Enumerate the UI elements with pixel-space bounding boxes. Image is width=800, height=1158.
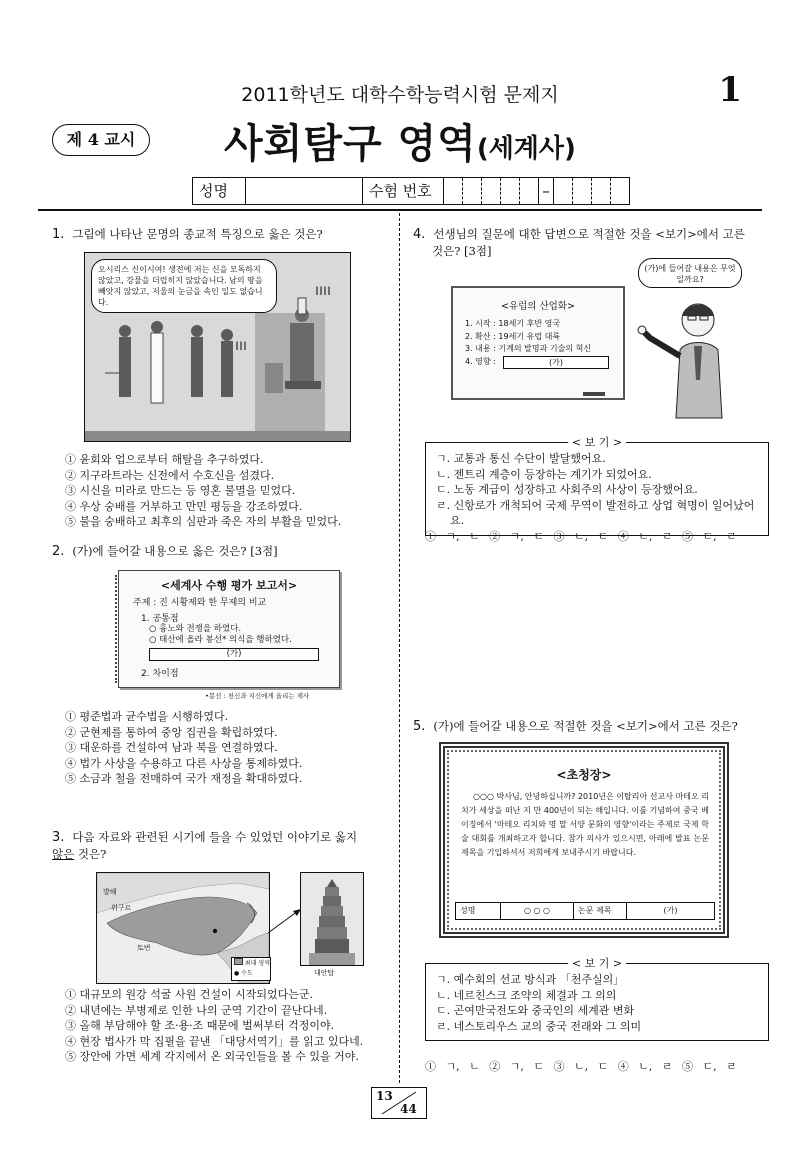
invitation-form <box>455 902 715 920</box>
option-5[interactable]: ⑤ 불을 숭배하고 최후의 심판과 죽은 자의 부활을 믿었다. <box>65 515 342 528</box>
board-item: 3. 내용 : 기계의 발명과 기술의 혁신 <box>465 344 592 353</box>
map-label-balhae: 발해 <box>103 888 117 896</box>
question-text: (가)에 들어갈 내용으로 적절한 것을 <보기>에서 고른 것은? <box>433 719 738 733</box>
q3-options <box>65 987 395 1065</box>
pagoda-caption: 대안탑 <box>314 969 335 977</box>
question-2 <box>52 543 392 560</box>
exam-number-dash: – <box>539 178 554 204</box>
pagoda-photo <box>300 872 364 966</box>
question-text: (가)에 들어갈 내용으로 옳은 것은? [3점] <box>72 544 278 558</box>
name-label: 성명 <box>193 178 246 204</box>
report-topic: 주제 : 진 시황제와 한 무제의 비교 <box>133 598 267 608</box>
egypt-illustration <box>84 252 351 442</box>
board-item: 4. 영향 : <box>465 356 496 366</box>
footer-page: 13 <box>376 1089 393 1103</box>
page-number: 1 <box>718 70 742 110</box>
exam-digit-box[interactable] <box>554 178 573 204</box>
exam-title: 2011학년도 대학수학능력시험 문제지 <box>241 84 559 106</box>
board-item: 2. 확산 : 19세기 유럽 대륙 <box>465 331 561 341</box>
bogi-item: ㄱ. 예수회의 선교 방식과 「천주실의」 <box>436 973 625 986</box>
tang-map <box>96 872 270 984</box>
question-text-underlined: 않은 <box>52 847 75 861</box>
question-text: 그림에 나타난 문명의 종교적 특징으로 옳은 것은? <box>72 227 323 241</box>
column-divider <box>399 213 400 1083</box>
bogi-item: ㄹ. 네스토리우스 교의 중국 전래와 그 의미 <box>436 1019 642 1033</box>
option-2[interactable]: ② 내년에는 부병제로 인한 나의 군역 기간이 끝난다네. <box>65 1003 328 1017</box>
teacher-icon <box>628 290 758 420</box>
option-5[interactable]: ⑤ 소금과 철을 전매하여 국가 재정을 확대하였다. <box>65 772 303 785</box>
map-legend <box>231 957 271 981</box>
board-title: <유럽의 산업화> <box>500 301 575 312</box>
student-info <box>192 177 630 205</box>
question-text-line1: 다음 자료와 관련된 시기에 들을 수 있었던 이야기로 옳지 <box>72 830 358 844</box>
subject-sub: (세계사) <box>476 134 576 164</box>
invitation-title: <초청장> <box>556 768 612 782</box>
form-name-value[interactable]: ○ ○ ○ <box>501 903 574 919</box>
exam-digit-box[interactable] <box>520 178 539 204</box>
option-4[interactable]: ④ 법가 사상을 수용하고 다른 사상을 통제하였다. <box>65 756 303 770</box>
chalk-tray <box>583 392 605 396</box>
question-3 <box>52 829 392 863</box>
exam-digit-box[interactable] <box>501 178 520 204</box>
svg-text:‖‖‖: ‖‖‖ <box>235 341 247 350</box>
common-heading: 1. 공통점 <box>141 614 179 624</box>
question-text-rest: 것은? <box>74 847 107 861</box>
exam-digit-box[interactable] <box>592 178 611 204</box>
blank-ga: (가) <box>149 648 319 661</box>
dayan-pagoda-icon <box>301 873 363 965</box>
option-3[interactable]: ③ 올해 부담해야 할 조·용·조 때문에 벌써부터 걱정이야. <box>65 1019 335 1032</box>
question-5 <box>413 718 763 735</box>
option-5[interactable]: ⑤ 장안에 가면 세계 각지에서 온 외국인들을 볼 수 있을 거야. <box>65 1050 359 1063</box>
header-rule <box>38 209 762 211</box>
invitation-card <box>439 742 729 938</box>
board-item: 1. 시작 : 18세기 후반 영국 <box>465 319 561 328</box>
question-number: 5. <box>413 719 426 734</box>
footnote: •봉선 : 천신과 지신에게 올리는 제사 <box>205 692 310 700</box>
teacher-speech-bubble: (가)에 들어갈 내용은 무엇일까요? <box>638 258 742 288</box>
option-4[interactable]: ④ 현장 법사가 막 집필을 끝낸 「대당서역기」를 읽고 있다네. <box>65 1034 364 1048</box>
invitation-body: ○○○ 박사님, 안녕하십니까? 2010년은 이탈리아 선교사 마테오 리치가 세상을 떠난 지 만 400년이 되는 해입니다. 이를 기념하여 중국 베이징에서 '마테오 리치와 명 말 서양 문화의 영향'이라는 주제로 국제 학술 대회를 개최하고자 합니다. 참가 의사가 있으시면, 아래에 발표 논문 제목을 기입하셔서 저희에게 보내주시기 바랍니다. <box>461 792 709 857</box>
option-4[interactable]: ④ 우상 숭배를 거부하고 만민 평등을 강조하였다. <box>65 499 303 513</box>
bogi-item: ㄱ. 교통과 통신 수단이 발달했어요. <box>436 452 606 465</box>
question-text: 선생님의 질문에 대한 답변으로 적절한 것을 <보기>에서 고른 것은? [3점] <box>432 227 745 258</box>
exam-digit-box[interactable] <box>573 178 592 204</box>
common-item: ○ 태산에 올라 봉선* 의식을 행하였다. <box>149 635 292 645</box>
page-footer <box>371 1087 427 1119</box>
speech-bubble: 오시리스 신이시여! 생전에 저는 신을 모독하지 않았고, 강물을 더럽히지 않았습니다. 남의 땅을 빼앗지 않았고, 저울의 눈금을 속인 일도 없습니다. <box>91 259 277 313</box>
exam-digit-box[interactable] <box>611 178 629 204</box>
question-4 <box>413 226 753 260</box>
report-title: <세계사 수행 평가 보고서> <box>160 579 298 592</box>
board-blank: (가) <box>503 356 609 369</box>
bogi-label: < 보 기 > <box>568 435 626 451</box>
q5-answer-choices[interactable]: ① ㄱ, ㄴ ② ㄱ, ㄷ ③ ㄴ, ㄷ ④ ㄴ, ㄹ ⑤ ㄷ, ㄹ <box>425 1060 737 1073</box>
form-name-label: 성명 <box>456 903 501 919</box>
option-3[interactable]: ③ 시신을 미라로 만드는 등 영혼 불멸을 믿었다. <box>65 484 296 497</box>
q2-options <box>65 709 385 787</box>
bogi-item: ㄴ. 젠트리 계층이 등장하는 계기가 되었어요. <box>436 467 652 481</box>
common-items <box>149 624 292 646</box>
exam-number-label: 수험 번호 <box>363 178 444 204</box>
svg-text:‖‖‖‖: ‖‖‖‖ <box>315 286 331 295</box>
legend-area: 최대 영역 <box>234 958 270 969</box>
option-1[interactable]: ① 윤회와 업으로부터 해탈을 추구하였다. <box>65 453 264 466</box>
chalkboard <box>451 286 625 400</box>
map-label-uighur: 위구르 <box>111 904 132 912</box>
exam-digit-box[interactable] <box>444 178 463 204</box>
map-arrow <box>268 905 304 935</box>
q4-bogi-box <box>425 436 769 536</box>
question-1 <box>52 226 392 243</box>
exam-digit-box[interactable] <box>482 178 501 204</box>
form-paper-label: 논문 제목 <box>574 903 627 919</box>
bogi-item: ㄷ. 노동 계급이 성장하고 사회주의 사상이 등장했어요. <box>436 483 698 496</box>
option-3[interactable]: ③ 대운하를 건설하여 남과 북을 연결하였다. <box>65 741 278 754</box>
bogi-item: ㄴ. 네르친스크 조약의 체결과 그 의의 <box>436 988 617 1002</box>
question-number: 4. <box>413 227 426 242</box>
period-badge: 제 4 교시 <box>52 124 150 156</box>
q1-options <box>65 452 385 530</box>
map-label-tibet: 토번 <box>137 944 151 952</box>
option-1[interactable]: ① 대규모의 원강 석굴 사원 건설이 시작되었다는군. <box>65 988 313 1001</box>
legend-capital: ● 수도 <box>234 970 253 977</box>
subject-main: 사회탐구 영역 <box>224 121 477 167</box>
exam-digit-box[interactable] <box>463 178 482 204</box>
bogi-item: ㄹ. 신항로가 개척되어 국제 무역이 발전하고 상업 혁명이 일어났어요. <box>436 498 755 527</box>
question-number: 2. <box>52 544 65 559</box>
diff-heading: 2. 차이점 <box>141 669 179 679</box>
option-2[interactable]: ② 지구라트라는 신전에서 수호신을 섬겼다. <box>65 468 275 482</box>
footer-total: 44 <box>400 1102 417 1116</box>
form-paper-value[interactable]: (가) <box>663 906 678 915</box>
report-card <box>118 570 340 688</box>
bogi-item: ㄷ. 곤여만국전도와 중국인의 세계관 변화 <box>436 1004 635 1017</box>
q5-bogi-box <box>425 957 769 1041</box>
name-field[interactable] <box>246 178 363 204</box>
subject-title <box>0 112 800 169</box>
common-item: ○ 흉노와 전쟁을 하였다. <box>149 624 242 634</box>
option-2[interactable]: ② 군현제를 통하여 중앙 집권을 확립하였다. <box>65 725 278 739</box>
question-number: 1. <box>52 227 65 242</box>
question-number: 3. <box>52 830 65 845</box>
option-1[interactable]: ① 평준법과 균수법을 시행하였다. <box>65 710 229 723</box>
q4-answer-choices[interactable]: ① ㄱ, ㄴ ② ㄱ, ㄷ ③ ㄴ, ㄷ ④ ㄴ, ㄹ ⑤ ㄷ, ㄹ <box>425 530 737 543</box>
bogi-label: < 보 기 > <box>568 956 626 972</box>
